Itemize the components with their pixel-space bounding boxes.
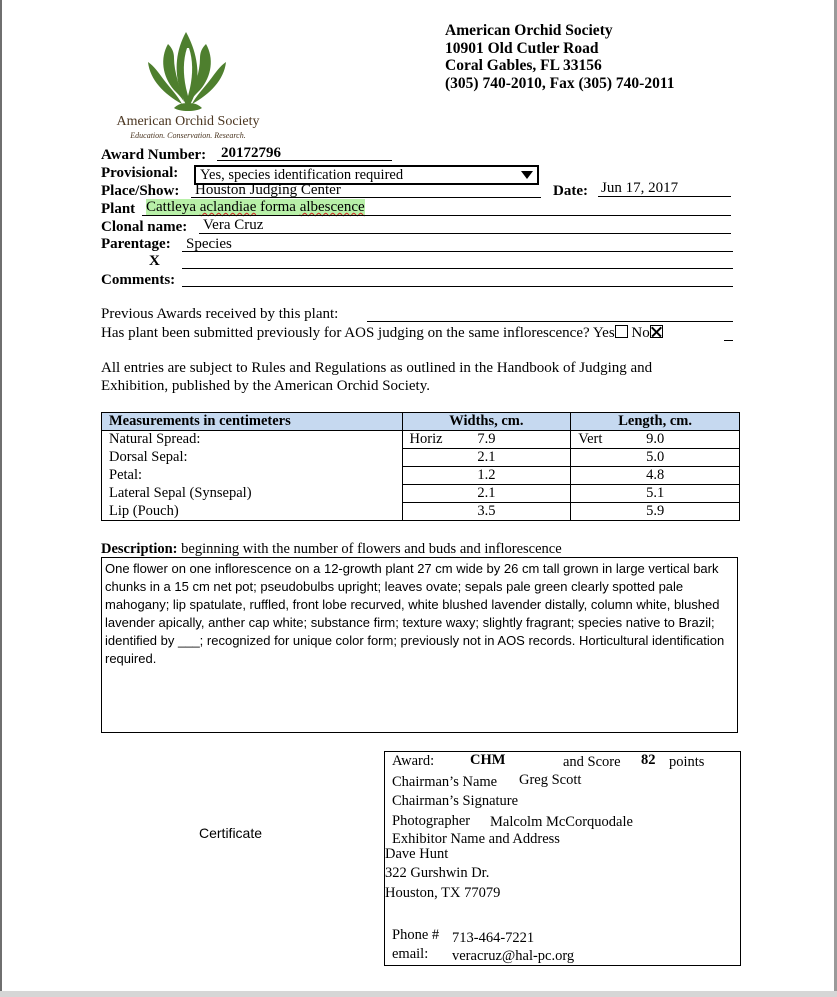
previous-awards-underline[interactable] xyxy=(367,321,733,322)
length-cell[interactable] xyxy=(571,485,740,503)
rules-line-2: Exhibition, published by the American Orchid Society. xyxy=(101,378,430,394)
yes-label: Yes xyxy=(592,325,615,341)
width-value: 1.2 xyxy=(477,467,496,483)
measurement-name: Natural Spread: xyxy=(102,431,403,449)
exhibitor-city[interactable]: Houston, TX 77079 xyxy=(385,885,501,901)
length-value: 5.9 xyxy=(646,503,665,519)
parentage-cross-underline xyxy=(182,268,733,269)
comments-label: Comments: xyxy=(101,272,176,288)
clonal-name-underline xyxy=(199,233,731,234)
description-label: Description: xyxy=(101,541,178,557)
score-label: and Score xyxy=(563,754,621,770)
plant-name-value[interactable] xyxy=(146,199,365,216)
window-left-border xyxy=(0,0,2,997)
yes-checkbox[interactable] xyxy=(615,325,628,338)
measurements-table xyxy=(101,412,740,521)
clonal-name-label: Clonal name: xyxy=(101,219,188,235)
widths-header: Widths, cm. xyxy=(402,413,571,431)
date-underline xyxy=(598,196,731,197)
date-label: Date: xyxy=(553,183,588,199)
award-number-value[interactable]: 20172796 xyxy=(221,145,281,161)
width-cell[interactable] xyxy=(402,467,571,485)
table-row xyxy=(102,431,740,449)
horiz-label: Horiz xyxy=(409,431,443,447)
award-number-underline xyxy=(217,160,392,161)
phone-label: Phone # xyxy=(392,927,440,943)
plant-underline xyxy=(142,215,731,216)
width-value: 3.5 xyxy=(477,503,496,519)
exhibitor-label: Exhibitor Name and Address xyxy=(392,831,560,847)
address-line-city: Coral Gables, FL 33156 xyxy=(445,57,602,75)
submitted-question-row xyxy=(101,325,663,342)
date-value[interactable]: Jun 17, 2017 xyxy=(601,180,679,196)
address-line-name: American Orchid Society xyxy=(445,22,613,39)
aos-logo xyxy=(108,28,268,143)
parentage-label: Parentage: xyxy=(101,236,171,252)
width-cell[interactable] xyxy=(402,503,571,521)
table-row xyxy=(102,449,740,467)
length-cell[interactable] xyxy=(571,431,740,449)
width-cell[interactable] xyxy=(402,449,571,467)
logo-org-name: American Orchid Society xyxy=(116,114,260,129)
description-hint: beginning with the number of flowers and buds and inflorescence xyxy=(181,541,562,557)
width-value: 7.9 xyxy=(477,431,496,447)
parentage-underline xyxy=(182,251,733,252)
length-value: 4.8 xyxy=(646,467,665,483)
address-line-street: 10901 Old Cutler Road xyxy=(445,39,599,57)
submitted-question-text: Has plant been submitted previously for AOS judging on the same inflorescence? xyxy=(101,325,590,341)
description-textarea[interactable]: One flower on one inflorescence on a 12-growth plant 27 cm wide by 26 cm tall grown in large vertical bark chunks in a 15 cm net pot; pseudobulbs upright; leaves ovate; sepals pale green clearly spotted pale mahogany; lip spatulate, ruffled, front lobe recurved, white blushed lavender distally, column white, blushed lavender apically, anther cap white; substance firm; texture waxy; slightly fragrant; species native to Brazil; identified by ___; recognized for unique color form; previously not in AOS records. Horticultural identification required. xyxy=(101,557,738,733)
length-cell[interactable] xyxy=(571,449,740,467)
org-address xyxy=(445,22,674,93)
award-label: Award: xyxy=(392,753,435,769)
place-show-label: Place/Show: xyxy=(101,183,180,199)
address-line-phone: (305) 740-2010, Fax (305) 740-2011 xyxy=(445,75,675,93)
exhibitor-street[interactable]: 322 Gurshwin Dr. xyxy=(385,865,490,881)
comments-underline[interactable] xyxy=(182,286,733,287)
width-cell[interactable] xyxy=(402,431,571,449)
chairman-signature-label: Chairman’s Signature xyxy=(392,793,519,809)
photographer-value[interactable]: Malcolm McCorquodale xyxy=(490,814,633,830)
table-row xyxy=(102,467,740,485)
cross-mark: X xyxy=(149,253,160,269)
award-value[interactable]: CHM xyxy=(470,752,506,768)
question-end-underline xyxy=(724,340,733,341)
email-label: email: xyxy=(392,946,429,962)
points-label: points xyxy=(669,754,705,770)
score-value[interactable]: 82 xyxy=(641,752,656,768)
table-row xyxy=(102,485,740,503)
measurements-header: Measurements in centimeters xyxy=(102,413,403,431)
width-cell[interactable] xyxy=(402,485,571,503)
no-checkbox-checked[interactable] xyxy=(650,325,663,338)
phone-value[interactable]: 713-464-7221 xyxy=(452,930,535,946)
rules-line-1: All entries are subject to Rules and Regulations as outlined in the Handbook of Judging and xyxy=(101,360,653,376)
clonal-name-value[interactable]: Vera Cruz xyxy=(203,217,264,233)
place-show-value[interactable]: Houston Judging Center xyxy=(195,182,341,198)
previous-awards-label: Previous Awards received by this plant: xyxy=(101,306,339,322)
length-value: 9.0 xyxy=(646,431,665,447)
logo-tagline: Education. Conservation. Research. xyxy=(130,131,246,140)
email-value[interactable]: veracruz@hal-pc.org xyxy=(452,948,575,964)
plant-genus: Cattleya xyxy=(146,199,196,215)
provisional-label: Provisional: xyxy=(101,165,179,181)
no-label: No xyxy=(631,325,650,341)
measurement-name: Lip (Pouch) xyxy=(102,503,403,521)
parentage-value[interactable]: Species xyxy=(186,236,232,252)
chairman-name-label: Chairman’s Name xyxy=(392,774,498,790)
length-cell[interactable] xyxy=(571,467,740,485)
rules-text xyxy=(101,359,652,395)
measurements-header-row xyxy=(102,413,740,431)
photographer-label: Photographer xyxy=(392,813,471,829)
table-row xyxy=(102,503,740,521)
width-value: 2.1 xyxy=(477,485,496,501)
length-value: 5.0 xyxy=(646,449,665,465)
description-header xyxy=(101,541,562,558)
plant-forma: forma xyxy=(260,199,296,215)
measurement-name: Petal: xyxy=(102,467,403,485)
certificate-label: Certificate xyxy=(199,825,263,841)
orchid-logo-icon xyxy=(108,28,268,116)
length-value: 5.1 xyxy=(646,485,665,501)
vert-label: Vert xyxy=(578,431,603,447)
length-header: Length, cm. xyxy=(571,413,740,431)
plant-variety: albescence xyxy=(299,199,365,215)
measurement-name: Lateral Sepal (Synsepal) xyxy=(102,485,403,503)
measurement-name: Dorsal Sepal: xyxy=(102,449,403,467)
plant-species: aclandiae xyxy=(199,199,257,215)
exhibitor-name[interactable]: Dave Hunt xyxy=(385,846,449,862)
plant-label: Plant xyxy=(101,201,136,217)
provisional-selected-value: Yes, species identification required xyxy=(200,167,404,183)
window-bottom-border xyxy=(0,991,837,997)
place-show-underline xyxy=(191,197,541,198)
award-number-label: Award Number: xyxy=(101,147,207,163)
chairman-name-value[interactable]: Greg Scott xyxy=(519,772,582,788)
length-cell[interactable] xyxy=(571,503,740,521)
width-value: 2.1 xyxy=(477,449,496,465)
dropdown-arrow-icon[interactable] xyxy=(521,171,533,179)
